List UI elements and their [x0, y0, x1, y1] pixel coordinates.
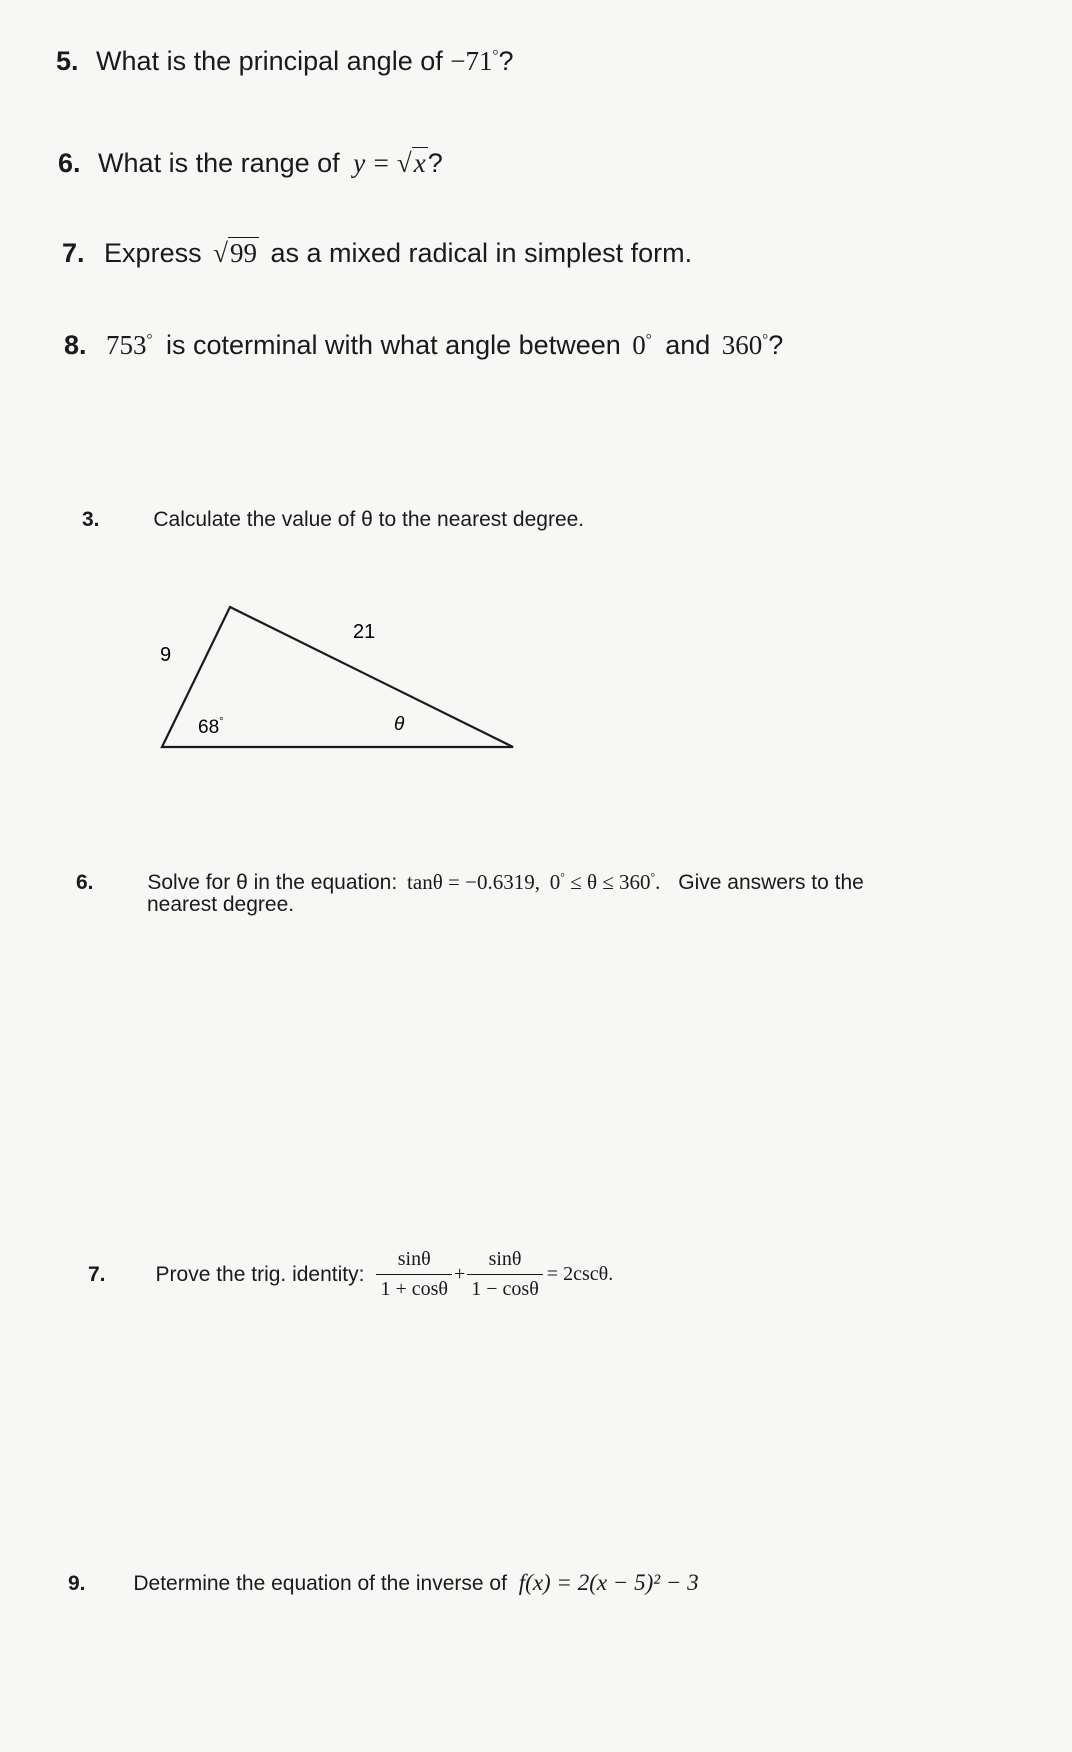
question-text: Prove the trig. identity:: [155, 1262, 365, 1286]
fraction-2: [467, 1248, 543, 1301]
question-text: Solve for θ in the equation:: [147, 871, 398, 894]
angle-label-unknown: θ: [394, 714, 405, 735]
question-7: [62, 238, 692, 269]
question-number: 7.: [88, 1262, 106, 1286]
question-text: What is the range of: [98, 148, 340, 178]
domain-mid: ≤ θ ≤: [564, 870, 620, 894]
question-6-solve: [76, 870, 864, 895]
question-text-after: as a mixed radical in simplest form.: [270, 238, 693, 268]
equation: tanθ = −0.6319,: [407, 870, 540, 894]
question-number: 5.: [56, 46, 79, 76]
question-mark: ?: [498, 46, 514, 76]
degree-symbol: °: [560, 872, 565, 884]
question-8: [64, 330, 783, 361]
question-6: [58, 148, 443, 179]
question-number: 8.: [64, 330, 87, 360]
degree-symbol: °: [146, 332, 153, 348]
degree-symbol: °: [762, 332, 769, 348]
question-number: 6.: [76, 871, 94, 894]
question-mark: ?: [427, 148, 443, 178]
domain-end: 360: [619, 870, 651, 894]
fraction-1-numerator: sinθ: [376, 1248, 452, 1275]
expr-left: y =: [353, 148, 397, 178]
radicand: 99: [229, 238, 257, 268]
triangle-diagram: [150, 595, 530, 765]
question-number: 3.: [82, 508, 100, 531]
question-text: is coterminal with what angle between: [166, 330, 621, 360]
question-mark: ?: [768, 330, 784, 360]
degree-symbol: °: [650, 872, 656, 884]
plus-sign: +: [453, 1263, 466, 1285]
domain-period: .: [655, 870, 661, 894]
sqrt-expression: √x: [396, 148, 426, 178]
angle-value: −71: [450, 46, 493, 76]
question-3: [82, 508, 584, 532]
angle-label-known: 68°: [198, 716, 224, 738]
domain-start: 0: [549, 870, 561, 894]
degree-symbol: °: [645, 332, 652, 348]
question-9: [68, 1570, 699, 1596]
question-6-solve-line2: nearest degree.: [147, 893, 295, 916]
fraction-1: [376, 1248, 452, 1301]
question-text: Calculate the value of θ to the nearest degree.: [153, 508, 585, 531]
angle-value: 753: [106, 330, 147, 360]
question-text: What is the principal angle of: [96, 46, 443, 76]
question-7-identity: [88, 1248, 613, 1301]
fraction-2-denominator: 1 − cosθ: [471, 1278, 539, 1300]
angle-high: 360: [721, 330, 763, 360]
question-text: Express: [104, 238, 202, 268]
and-text: and: [665, 330, 711, 360]
sqrt-expression: √99: [213, 238, 257, 268]
question-number: 6.: [58, 148, 81, 178]
radicand: x: [413, 148, 426, 178]
fraction-2-numerator: sinθ: [467, 1248, 543, 1275]
side-label-left: 9: [160, 644, 172, 666]
question-5: [56, 46, 513, 77]
question-number: 7.: [62, 238, 85, 268]
question-text: Determine the equation of the inverse of: [133, 1572, 507, 1595]
angle-low: 0: [632, 330, 646, 360]
function-expression: f(x) = 2(x − 5)² − 3: [518, 1570, 699, 1595]
question-number: 9.: [68, 1572, 86, 1595]
question-text-tail: Give answers to the: [678, 871, 864, 894]
degree-symbol: °: [492, 48, 499, 64]
identity-rhs: = 2cscθ.: [546, 1263, 614, 1285]
side-label-top: 21: [353, 621, 376, 643]
fraction-1-denominator: 1 + cosθ: [380, 1278, 448, 1300]
